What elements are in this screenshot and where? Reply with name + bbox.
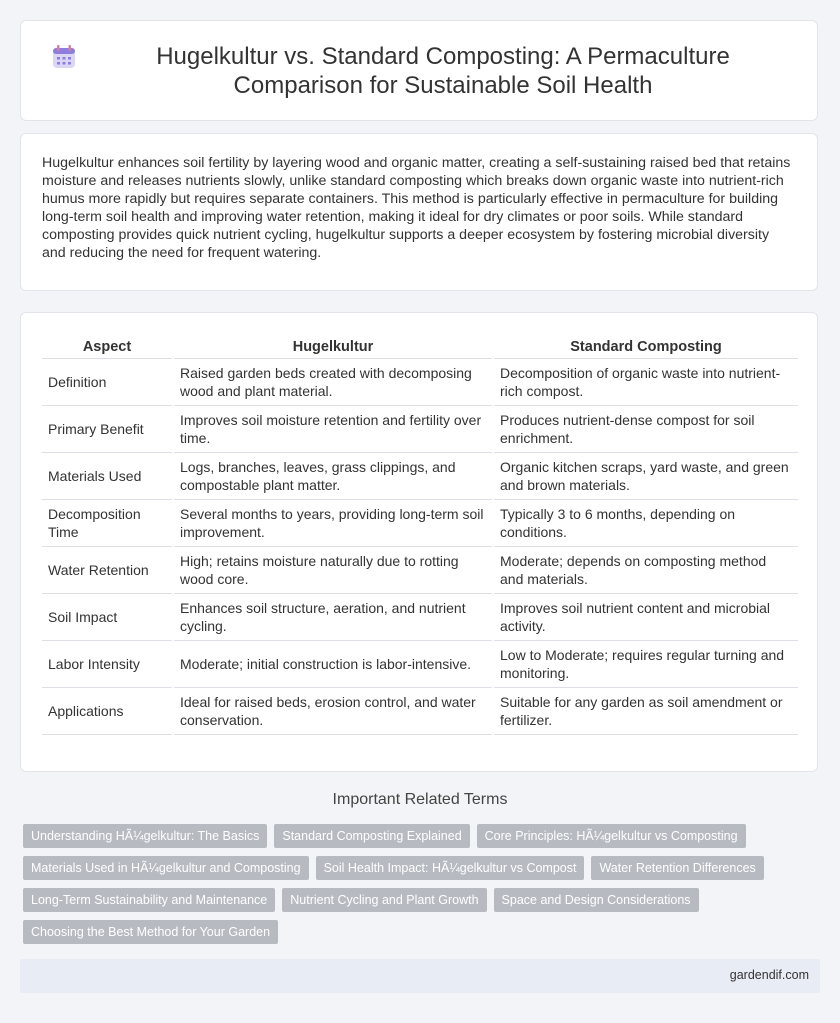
hugelkultur-cell: Improves soil moisture retention and fertility over time. (173, 406, 493, 453)
footer-site-link[interactable]: gardendif.com (729, 968, 809, 982)
standard-composting-cell: Moderate; depends on composting method and materials. (493, 547, 798, 594)
aspect-cell: Materials Used (42, 453, 173, 500)
column-header-standard-composting: Standard Composting (493, 335, 798, 359)
related-terms-title: Important Related Terms (332, 791, 508, 808)
hugelkultur-cell: Enhances soil structure, aeration, and nutrient cycling. (173, 594, 493, 641)
table-row (42, 594, 798, 641)
aspect-cell: Soil Impact (42, 594, 173, 641)
standard-composting-cell: Suitable for any garden as soil amendment or fertilizer. (493, 688, 798, 735)
hugelkultur-cell: Ideal for raised beds, erosion control, and water conservation. (173, 688, 493, 735)
table-row (42, 500, 798, 547)
column-header-hugelkultur: Hugelkultur (173, 335, 493, 359)
page-title: Hugelkultur vs. Standard Composting: A Permaculture Comparison for Sustainable Soil Health (156, 42, 730, 99)
standard-composting-cell: Improves soil nutrient content and microbial activity. (493, 594, 798, 641)
aspect-cell: Labor Intensity (42, 641, 173, 688)
related-term-tag[interactable]: Materials Used in HÃ¼gelkultur and Composting (23, 856, 309, 880)
aspect-cell: Applications (42, 688, 173, 735)
related-term-tag[interactable]: Choosing the Best Method for Your Garden (23, 920, 278, 944)
intro-paragraph: Hugelkultur enhances soil fertility by layering wood and organic matter, creating a self-sustaining raised bed that retains moisture and releases nutrients slowly, unlike standard composting which breaks down organic waste into nutrient-rich humus more rapidly but requires separate containers. This method is particularly effective in permaculture for building long-term soil health and improving water retention, making it ideal for dry climates or poor soils. While standard composting provides quick nutrient cycling, hugelkultur supports a deeper ecosystem by fostering microbial diversity and reducing the need for frequent watering. (42, 155, 791, 261)
standard-composting-cell: Low to Moderate; requires regular turning and monitoring. (493, 641, 798, 688)
related-term-tag[interactable]: Long-Term Sustainability and Maintenance (23, 888, 275, 912)
standard-composting-cell: Decomposition of organic waste into nutrient-rich compost. (493, 359, 798, 406)
standard-composting-cell: Produces nutrient-dense compost for soil enrichment. (493, 406, 798, 453)
aspect-cell: Primary Benefit (42, 406, 173, 453)
comparison-table-card (20, 312, 818, 772)
hugelkultur-cell: Moderate; initial construction is labor-intensive. (173, 641, 493, 688)
related-term-tag[interactable]: Water Retention Differences (591, 856, 763, 880)
hugelkultur-cell: Several months to years, providing long-term soil improvement. (173, 500, 493, 547)
comparison-table (42, 335, 798, 735)
column-header-aspect: Aspect (42, 335, 173, 359)
aspect-cell: Definition (42, 359, 173, 406)
table-row (42, 547, 798, 594)
related-term-tag[interactable]: Standard Composting Explained (274, 824, 469, 848)
related-term-tag[interactable]: Nutrient Cycling and Plant Growth (282, 888, 486, 912)
intro-card (20, 133, 818, 291)
table-row (42, 641, 798, 688)
table-row (42, 406, 798, 453)
related-term-tag[interactable]: Understanding HÃ¼gelkultur: The Basics (23, 824, 267, 848)
aspect-cell: Decomposition Time (42, 500, 173, 547)
footer (20, 959, 820, 993)
header-card (20, 20, 818, 121)
related-term-tag[interactable]: Space and Design Considerations (494, 888, 699, 912)
table-row (42, 453, 798, 500)
table-header-row (42, 335, 798, 359)
related-term-tag[interactable]: Core Principles: HÃ¼gelkultur vs Composting (477, 824, 746, 848)
related-term-tag[interactable]: Soil Health Impact: HÃ¼gelkultur vs Compost (316, 856, 585, 880)
table-row (42, 359, 798, 406)
standard-composting-cell: Organic kitchen scraps, yard waste, and green and brown materials. (493, 453, 798, 500)
aspect-cell: Water Retention (42, 547, 173, 594)
table-row (42, 688, 798, 735)
hugelkultur-cell: Logs, branches, leaves, grass clippings, and compostable plant matter. (173, 453, 493, 500)
hugelkultur-cell: High; retains moisture naturally due to rotting wood core. (173, 547, 493, 594)
related-terms-list (23, 824, 813, 944)
table-body (42, 359, 798, 735)
hugelkultur-cell: Raised garden beds created with decomposing wood and plant material. (173, 359, 493, 406)
calendar-icon (51, 44, 77, 70)
standard-composting-cell: Typically 3 to 6 months, depending on conditions. (493, 500, 798, 547)
